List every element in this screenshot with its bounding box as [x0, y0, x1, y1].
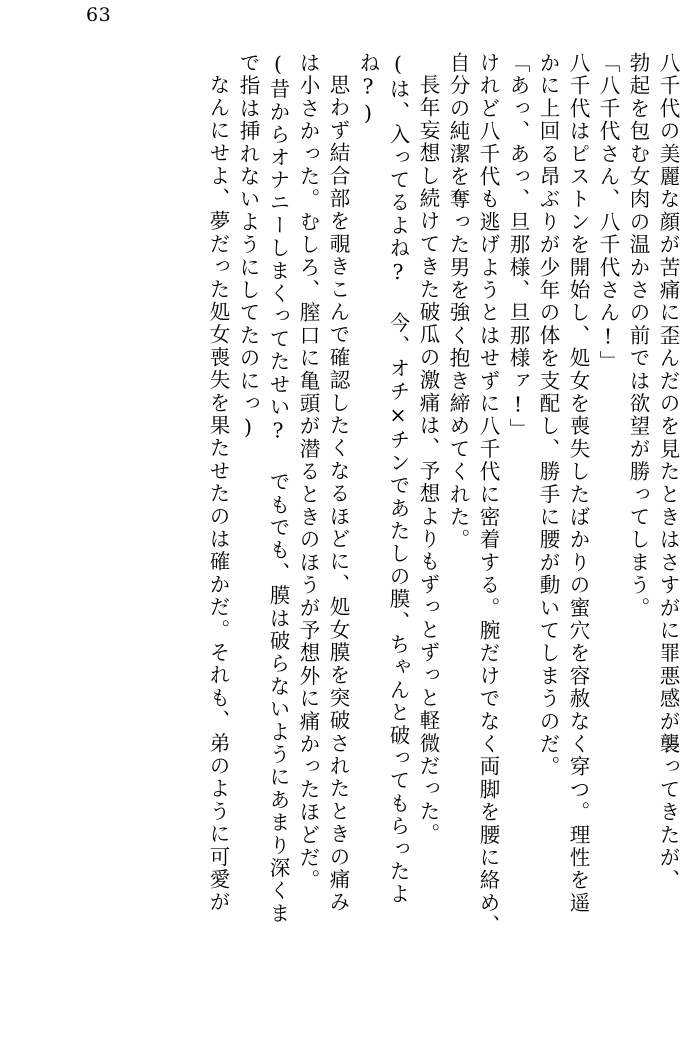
text-line: 「八千代さん、八千代さん!」 — [596, 52, 620, 374]
text-line: 長年妄想し続けてきた破瓜の激痛は、予想よりもずっとずっと軽微だった。 — [416, 74, 440, 846]
text-line: なんにせよ、夢だった処女喪失を果たせたのは確かだ。それも、弟のように可愛が — [206, 74, 230, 914]
text-line: 自分の純潔を奪った男を強く抱き締めてくれた。 — [446, 52, 470, 552]
text-line: (は、入ってるよね? 今、オチ×チンであたしの膜、ちゃんと破ってもらったよ — [386, 52, 410, 906]
text-line: ね?) — [356, 52, 380, 128]
text-line: で指は挿れないようにしてたのにっ) — [236, 52, 260, 442]
text-line: けれど八千代も逃げようとはせずに八千代に密着する。腕だけでなく両脚を腰に絡め、 — [476, 52, 500, 938]
text-line: 思わず結合部を覗きこんで確認したくなるほどに、処女膜を突破されたときの痛み — [326, 74, 350, 914]
text-line: 八千代はピストンを開始し、処女を喪失したばかりの蜜穴を容赦なく穿つ。理性を遥 — [566, 52, 590, 915]
text-line: かに上回る昂ぶりが少年の体を支配し、勝手に腰が動いてしまうのだ。 — [536, 52, 560, 779]
text-line: 勃起を包む女肉の温かさの前では欲望が勝ってしまう。 — [626, 52, 650, 620]
text-line: は小さかった。むしろ、膣口に亀頭が潜るときのほうが予想外に痛かったほどだ。 — [296, 52, 320, 892]
text-line: 八千代の美麗な顔が苦痛に歪んだのを見たときはさすがに罪悪感が襲ってきたが、 — [656, 52, 680, 892]
text-line: 「あっ、あっ、旦那様、旦那様ァ!」 — [506, 52, 530, 442]
vertical-body-text — [10, 52, 678, 1042]
text-line: (昔からオナニーしまくってたせい? でもでも、膜は破らないようにあまり深くま — [266, 52, 290, 926]
page-number: 63 — [86, 4, 112, 26]
